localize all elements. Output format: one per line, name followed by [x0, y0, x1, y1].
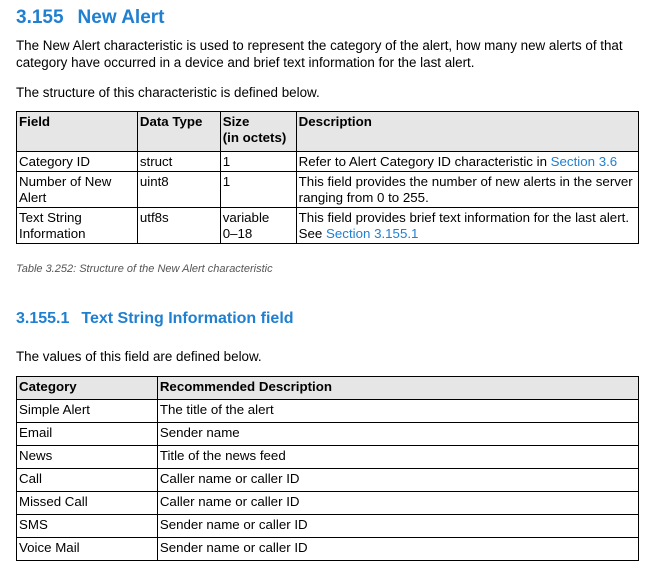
- header-size-line1: Size: [222, 114, 250, 129]
- description-text: This field provides brief text information for the last alert. See: [298, 210, 630, 241]
- table-row: [17, 446, 639, 469]
- header-field: Field: [17, 112, 138, 152]
- cell-field: Text String Information: [17, 208, 138, 244]
- header-recommended-description: Recommended Description: [157, 377, 638, 400]
- table-row: [17, 423, 639, 446]
- table-row: [17, 400, 639, 423]
- cell-description: [296, 208, 638, 244]
- cell-category: Email: [17, 423, 158, 446]
- section-link[interactable]: Section 3.6: [550, 154, 618, 169]
- section-number: 3.155: [16, 7, 64, 28]
- subsection-heading: [16, 310, 294, 328]
- cell-data-type: struct: [137, 152, 220, 172]
- table-header-row: [17, 377, 639, 400]
- table-row: [17, 208, 639, 244]
- header-size: [220, 112, 296, 152]
- table-row: [17, 538, 639, 561]
- structure-table: [16, 111, 639, 244]
- cell-size: 1: [220, 172, 296, 208]
- size-line2: 0–18: [222, 226, 253, 241]
- cell-description: Caller name or caller ID: [157, 492, 638, 515]
- description-text: Refer to Alert Category ID characteristic in: [298, 154, 551, 169]
- section-heading: [16, 7, 164, 29]
- header-description: Description: [296, 112, 638, 152]
- subsection-number: 3.155.1: [16, 310, 70, 327]
- cell-field: Number of New Alert: [17, 172, 138, 208]
- cell-category: News: [17, 446, 158, 469]
- cell-size: 1: [220, 152, 296, 172]
- cell-data-type: uint8: [137, 172, 220, 208]
- table-row: [17, 469, 639, 492]
- values-table: [16, 376, 639, 561]
- size-line1: variable: [222, 210, 270, 225]
- cell-category: Voice Mail: [17, 538, 158, 561]
- cell-description: Sender name or caller ID: [157, 515, 638, 538]
- cell-category: Missed Call: [17, 492, 158, 515]
- cell-size: [220, 208, 296, 244]
- table-header-row: [17, 112, 639, 152]
- cell-category: Call: [17, 469, 158, 492]
- cell-description: Sender name: [157, 423, 638, 446]
- subsection-title: Text String Information field: [81, 310, 294, 327]
- section-link[interactable]: Section 3.155.1: [326, 226, 419, 241]
- table-row: [17, 492, 639, 515]
- table-row: [17, 172, 639, 208]
- structure-intro: The structure of this characteristic is defined below.: [16, 85, 320, 100]
- cell-data-type: utf8s: [137, 208, 220, 244]
- cell-description: Sender name or caller ID: [157, 538, 638, 561]
- cell-description: Title of the news feed: [157, 446, 638, 469]
- cell-category: Simple Alert: [17, 400, 158, 423]
- cell-description: Caller name or caller ID: [157, 469, 638, 492]
- cell-description: The title of the alert: [157, 400, 638, 423]
- header-data-type: Data Type: [137, 112, 220, 152]
- header-category: Category: [17, 377, 158, 400]
- values-intro: The values of this field are defined below.: [16, 349, 262, 364]
- table-row: [17, 515, 639, 538]
- table-row: [17, 152, 639, 172]
- cell-field: Category ID: [17, 152, 138, 172]
- table-caption: Table 3.252: Structure of the New Alert characteristic: [16, 263, 273, 275]
- cell-category: SMS: [17, 515, 158, 538]
- cell-description: [296, 152, 638, 172]
- intro-paragraph: The New Alert characteristic is used to represent the category of the alert, how many new alerts of that category have occurred in a device and brief text information for the last alert.: [16, 38, 623, 70]
- section-title: New Alert: [77, 7, 165, 28]
- header-size-line2: (in octets): [222, 130, 287, 145]
- cell-description: This field provides the number of new alerts in the server ranging from 0 to 255.: [296, 172, 638, 208]
